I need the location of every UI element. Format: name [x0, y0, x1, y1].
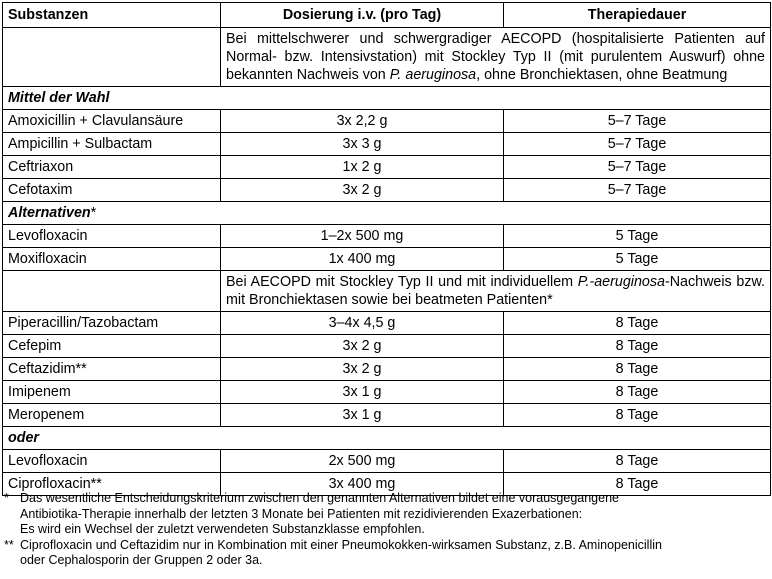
- dosage-cell: 3x 400 mg: [221, 473, 504, 496]
- duration-cell: 8 Tage: [504, 358, 771, 381]
- header-duration: Therapiedauer: [504, 3, 771, 28]
- footnote-line: Antibiotika-Therapie innerhalb der letzten 3 Monate bei Patienten mit rezidivierenden Exazerbationen:: [20, 506, 583, 521]
- footnote: [4, 538, 770, 569]
- dosage-cell: 1–2x 500 mg: [221, 225, 504, 248]
- condition-1-pre: Bei mittelschwerer und schwergradiger AECOPD (hospitalisierte Patienten auf Normal- bzw. Intensivstation) mit Stockley Typ II (mit purulentem Auswurf) ohne bekannten Nachweis von: [226, 31, 765, 83]
- footnote-text: [20, 538, 770, 569]
- table-row: [3, 450, 771, 473]
- condition-1-text: [221, 28, 771, 87]
- substance-cell: Ciprofloxacin**: [3, 473, 221, 496]
- duration-cell: 5–7 Tage: [504, 110, 771, 133]
- table-row: [3, 110, 771, 133]
- section-row-or: [3, 427, 771, 450]
- alternatives-footnote-mark: *: [90, 205, 97, 221]
- table-row: [3, 248, 771, 271]
- section-heading-first-choice: Mittel der Wahl: [3, 87, 771, 110]
- dosage-cell: 3x 1 g: [221, 381, 504, 404]
- duration-cell: 8 Tage: [504, 312, 771, 335]
- section-heading-or: oder: [3, 427, 771, 450]
- substance-cell: Piperacillin/Tazobactam: [3, 312, 221, 335]
- footnotes: [4, 491, 770, 569]
- table-row: [3, 225, 771, 248]
- condition-2-organism: P.-aeruginosa: [577, 274, 665, 290]
- dosage-cell: 2x 500 mg: [221, 450, 504, 473]
- section-heading-alternatives: [3, 202, 771, 225]
- footnote: [4, 491, 770, 538]
- dosage-cell: 3x 2 g: [221, 179, 504, 202]
- duration-cell: 5–7 Tage: [504, 133, 771, 156]
- substance-cell: Ceftazidim**: [3, 358, 221, 381]
- duration-cell: 8 Tage: [504, 450, 771, 473]
- condition-2-pre: Bei AECOPD mit Stockley Typ II und mit individuellem: [226, 274, 578, 290]
- table-row: [3, 335, 771, 358]
- dosage-cell: 1x 2 g: [221, 156, 504, 179]
- header-substances: Substanzen: [3, 3, 221, 28]
- duration-cell: 8 Tage: [504, 404, 771, 427]
- dosage-cell: 3x 1 g: [221, 404, 504, 427]
- table-row: [3, 381, 771, 404]
- duration-cell: 8 Tage: [504, 473, 771, 496]
- dosage-cell: 3–4x 4,5 g: [221, 312, 504, 335]
- blank-cell: [3, 271, 221, 312]
- substance-cell: Ampicillin + Sulbactam: [3, 133, 221, 156]
- section-row-first-choice: [3, 87, 771, 110]
- condition-1-post: , ohne Bronchiektasen, ohne Beatmung: [476, 67, 728, 83]
- footnote-line: Ciprofloxacin und Ceftazidim nur in Kombination mit einer Pneumokokken-wirksamen Substanz, z.B. Aminopenicillin: [20, 537, 662, 552]
- section-row-alternatives: [3, 202, 771, 225]
- substance-cell: Amoxicillin + Clavulansäure: [3, 110, 221, 133]
- footnote-line: Das wesentliche Entscheidungskriterium zwischen den genannten Alternativen bildet eine vorausgegangene: [20, 491, 619, 505]
- footnote-line: Es wird ein Wechsel der zuletzt verwendeten Substanzklasse empfohlen.: [20, 522, 425, 536]
- dosage-cell: 3x 2 g: [221, 335, 504, 358]
- footnote-line: oder Cephalosporin der Gruppen 2 oder 3a.: [20, 553, 263, 567]
- table-row: [3, 404, 771, 427]
- condition-2-post: -Nachweis bzw. mit Bronchiektasen sowie bei beatmeten Patienten*: [226, 274, 765, 308]
- duration-cell: 5–7 Tage: [504, 179, 771, 202]
- header-dosage: Dosierung i.v. (pro Tag): [221, 3, 504, 28]
- dosage-cell: 3x 3 g: [221, 133, 504, 156]
- table-header-row: [3, 3, 771, 28]
- substance-cell: Moxifloxacin: [3, 248, 221, 271]
- footnote-text: [20, 491, 770, 538]
- duration-cell: 5 Tage: [504, 225, 771, 248]
- duration-cell: 8 Tage: [504, 381, 771, 404]
- condition-1-organism: P. aeruginosa: [389, 67, 477, 83]
- blank-cell: [3, 28, 221, 87]
- substance-cell: Cefepim: [3, 335, 221, 358]
- substance-cell: Ceftriaxon: [3, 156, 221, 179]
- substance-cell: Cefotaxim: [3, 179, 221, 202]
- substance-cell: Imipenem: [3, 381, 221, 404]
- substance-cell: Levofloxacin: [3, 450, 221, 473]
- dosage-cell: 3x 2 g: [221, 358, 504, 381]
- footnote-mark: *: [4, 491, 9, 505]
- condition-2-text: [221, 271, 771, 312]
- table-row: [3, 358, 771, 381]
- duration-cell: 5 Tage: [504, 248, 771, 271]
- condition-row-1: [3, 28, 771, 87]
- substance-cell: Levofloxacin: [3, 225, 221, 248]
- table-row: [3, 156, 771, 179]
- substance-cell: Meropenem: [3, 404, 221, 427]
- alternatives-label: Alternativen: [8, 205, 91, 221]
- table-row: [3, 179, 771, 202]
- antibiotic-therapy-table: [2, 2, 771, 496]
- table-row: [3, 312, 771, 335]
- duration-cell: 8 Tage: [504, 335, 771, 358]
- footnote-mark: **: [4, 537, 14, 552]
- dosage-cell: 3x 2,2 g: [221, 110, 504, 133]
- condition-row-2: [3, 271, 771, 312]
- dosage-cell: 1x 400 mg: [221, 248, 504, 271]
- duration-cell: 5–7 Tage: [504, 156, 771, 179]
- table-row: [3, 133, 771, 156]
